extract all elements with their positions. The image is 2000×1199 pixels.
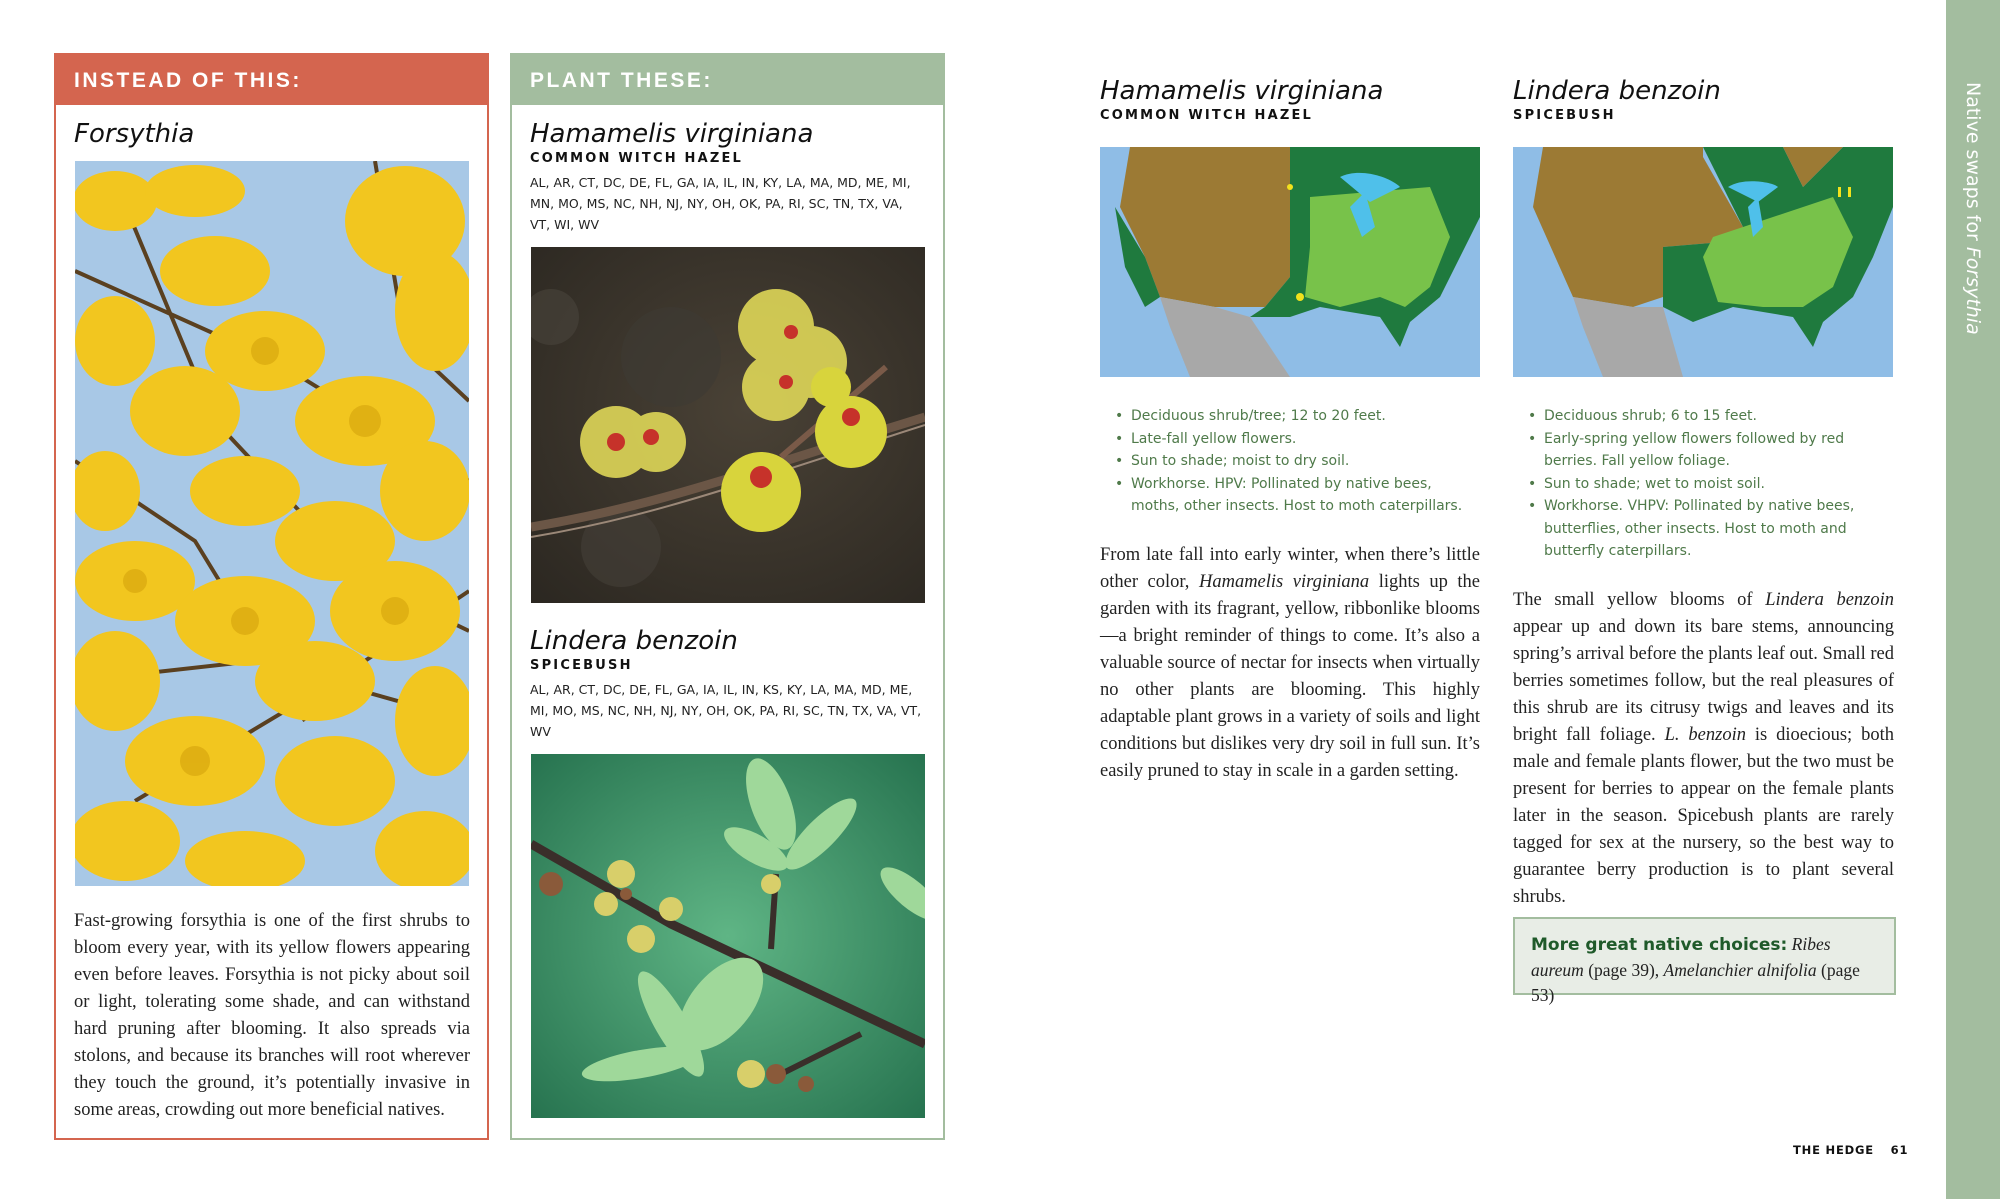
spicebush-column-title: Lindera benzoin <box>1513 76 1721 106</box>
fact-item: • Deciduous shrub/tree; 12 to 20 feet. <box>1112 405 1482 428</box>
body-italic: Hamamelis virginiana <box>1198 572 1370 592</box>
choice-ribes-page: (page 39), <box>1588 960 1660 980</box>
spicebush-image-icon <box>531 754 925 1118</box>
spicebush-common-name: SPICEBUSH <box>530 658 633 673</box>
side-tab-prefix: Native swaps for <box>1962 82 1984 247</box>
forsythia-description: Fast-growing forsythia is one of the first shrubs to bloom every year, with its yellow flowers appearing even before leaves. Forsythia is not picky about soil or light, tolerating some shade, and can withstand hard pruning after blooming. It also spreads via stolons, and because its branches will root wherever they touch the ground, it’s potentially invasive in some areas, crowding out more beneficial natives. <box>74 911 470 1120</box>
witch-hazel-states: AL, AR, CT, DC, DE, FL, GA, IA, IL, IN, KY, LA, MA, MD, ME, MI, MN, MO, MS, NC, NH, NJ, NY, OH, OK, PA, RI, SC, TN, TX, VA, VT, WI, WV <box>530 175 911 232</box>
more-choices-label: More great native choices: <box>1531 935 1788 955</box>
spicebush-column-common-name: SPICEBUSH <box>1513 108 1616 123</box>
witch-hazel-title: Hamamelis virginiana <box>530 119 814 149</box>
witch-hazel-body <box>1100 542 1480 785</box>
body-text: is dioecious; both male and female plants flower, but the two must be present for berries to appear on the female plants later in the season. Spicebush plants are rarely tagged for sex at the nursery, so the best way to guarantee berry production is to plant several shrubs. <box>1513 725 1894 907</box>
witch-hazel-photo <box>531 247 925 603</box>
spicebush-entry <box>530 626 925 742</box>
body-italic: L. benzoin <box>1664 725 1746 745</box>
choice-amelanchier-page: (page 53) <box>1531 960 1860 1005</box>
fact-item: • Sun to shade; moist to dry soil. <box>1112 450 1482 473</box>
witch-hazel-column <box>1100 76 1480 123</box>
side-tab-emphasis: Forsythia <box>1962 246 1984 335</box>
witch-hazel-entry <box>530 119 925 235</box>
footer-section: THE HEDGE <box>1793 1143 1874 1157</box>
witch-hazel-column-title: Hamamelis virginiana <box>1100 76 1384 106</box>
fact-item: • Late-fall yellow flowers. <box>1112 428 1482 451</box>
body-text: lights up the garden with its fragrant, yellow, ribbonlike blooms—a bright reminder of things to come. It’s also a valuable source of nectar for insects when virtually no other plants are blooming. This highly adaptable plant grows in a variety of soils and light conditions but dislikes very dry soil in full sun. It’s easily pruned to stay in scale in a garden setting. <box>1100 572 1480 781</box>
spicebush-photo <box>531 754 925 1118</box>
plant-these-header: PLANT THESE: <box>512 55 943 105</box>
plant-these-box <box>510 53 945 1140</box>
forsythia-image-icon <box>75 161 469 886</box>
side-tab-label <box>1962 82 1984 335</box>
page-number: 61 <box>1890 1143 1909 1157</box>
fact-item: • Sun to shade; wet to moist soil. <box>1525 473 1895 496</box>
witch-hazel-range-map <box>1100 147 1480 377</box>
forsythia-photo <box>75 161 469 886</box>
range-map-icon <box>1100 147 1480 377</box>
fact-item: • Workhorse. HPV: Pollinated by native bees, moths, other insects. Host to moth caterpillars. <box>1112 473 1482 518</box>
spicebush-column <box>1513 76 1893 123</box>
side-section-tab <box>1946 0 2000 1199</box>
range-map-icon <box>1513 147 1893 377</box>
fact-item: • Workhorse. VHPV: Pollinated by native bees, butterflies, other insects. Host to moth and butterfly caterpillars. <box>1525 495 1895 563</box>
spicebush-states: AL, AR, CT, DC, DE, FL, GA, IA, IL, IN, KS, KY, LA, MA, MD, ME, MI, MO, MS, NC, NH, NJ, NY, OH, OK, PA, RI, SC, TN, TX, VA, VT, WV <box>530 682 922 739</box>
spicebush-body <box>1513 587 1894 911</box>
witch-hazel-column-common-name: COMMON WITCH HAZEL <box>1100 108 1314 123</box>
witch-hazel-facts-list <box>1112 405 1482 518</box>
spicebush-facts-list <box>1525 405 1895 563</box>
choice-ribes-link[interactable]: Ribes aureum <box>1531 934 1831 980</box>
spicebush-title: Lindera benzoin <box>530 626 738 656</box>
witch-hazel-common-name: COMMON WITCH HAZEL <box>530 151 744 166</box>
witch-hazel-image-icon <box>531 247 925 603</box>
body-text: From late fall into early winter, when there’s little other color, <box>1100 545 1480 592</box>
instead-header: INSTEAD OF THIS: <box>56 55 487 105</box>
body-italic: Lindera benzoin <box>1765 590 1895 610</box>
instead-of-this-box <box>54 53 489 1140</box>
fact-item: • Deciduous shrub; 6 to 15 feet. <box>1525 405 1895 428</box>
forsythia-title: Forsythia <box>74 119 195 149</box>
more-choices-callout <box>1513 917 1896 1005</box>
page-footer <box>1793 1143 1908 1157</box>
spicebush-range-map <box>1513 147 1893 377</box>
choice-amelanchier-link[interactable]: Amelanchier alnifolia <box>1663 960 1817 980</box>
body-text: The small yellow blooms of <box>1513 590 1766 610</box>
more-choices-text <box>1531 932 1878 1008</box>
body-text: appear up and down its bare stems, announcing spring’s arrival before the plants leaf out. Small red berries sometimes follow, but the real pleasures of this shrub are its citrusy twigs and leaves and its bright fall foliage. <box>1513 617 1894 745</box>
fact-item: • Early-spring yellow flowers followed by red berries. Fall yellow foliage. <box>1525 428 1895 473</box>
